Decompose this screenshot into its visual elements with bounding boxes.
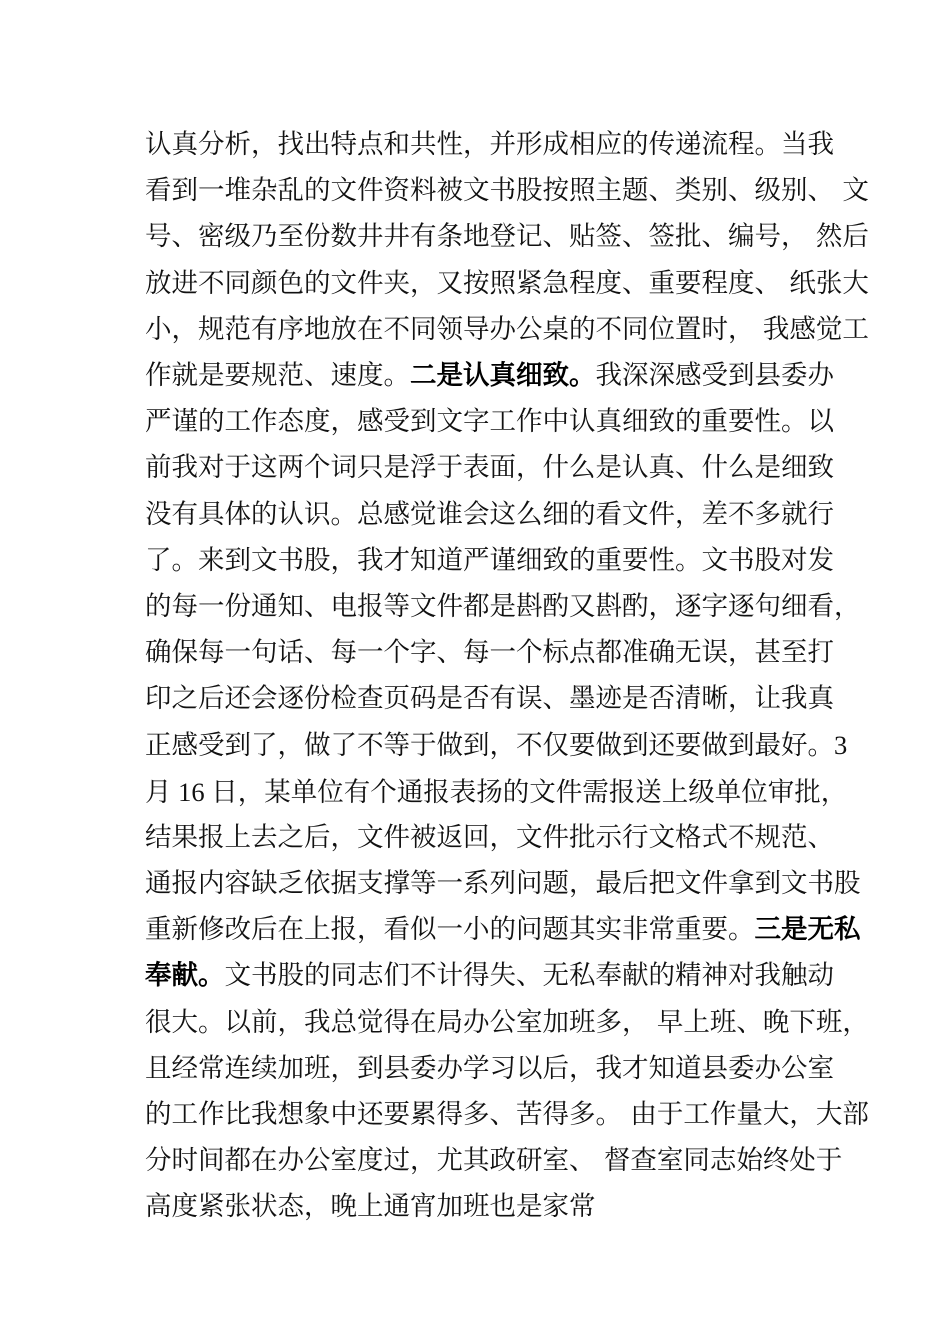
text-run: 我深深感受到县委办: [595, 359, 834, 391]
text-line: [145, 399, 834, 445]
text-run: 16: [171, 776, 212, 807]
text-run: 确保每一句话、每一个字、每一个标点都准确无误，甚至打: [145, 637, 834, 669]
text-run: 小，规范有序地放在不同领导办公桌的不同位置时， 我感觉工: [145, 313, 869, 345]
text-line: [145, 168, 869, 214]
text-run: 看到一堆杂乱的文件资料被文书股按照主题、类别、级别、 文: [145, 175, 869, 207]
text-run: 严谨的工作态度，感受到文字工作中认真细致的重要性。以: [145, 406, 834, 438]
text-line: [145, 1092, 869, 1138]
text-run: 文书股的同志们不计得失、无私奉献的精神对我触动: [224, 960, 834, 992]
text-line: [145, 1184, 825, 1230]
text-line: [145, 307, 869, 353]
text-line: [145, 445, 834, 491]
text-line: [145, 1046, 834, 1092]
bold-heading-text: 奉献。: [145, 960, 225, 992]
text-line: [145, 538, 834, 584]
text-run: 分时间都在办公室度过，尤其政研室、 督查室同志始终处于: [145, 1145, 843, 1177]
text-run: 前我对于这两个词只是浮于表面，什么是认真、什么是细致: [145, 452, 834, 484]
text-run: 号、密级乃至份数井井有条地登记、贴签、签批、编号， 然后: [145, 221, 869, 253]
text-line: [145, 769, 848, 815]
text-run: 高度紧张状态，晚上通宵加班也是家常: [145, 1191, 596, 1223]
text-line: [145, 722, 848, 768]
text-line: [145, 492, 834, 538]
text-run: 月: [145, 776, 172, 808]
text-run: 作就是要规范、速度。: [145, 359, 410, 391]
text-line: [145, 1138, 843, 1184]
text-run: 日，某单位有个通报表扬的文件需报送上级单位审批，: [211, 776, 848, 808]
text-run: 3: [834, 730, 848, 761]
text-line: [145, 861, 861, 907]
text-line: [145, 815, 834, 861]
bold-heading-text: 三是无私: [754, 914, 861, 946]
text-line: [145, 907, 861, 953]
text-run: 认真分析，找出特点和共性，并形成相应的传递流程。当我: [145, 129, 834, 160]
text-run: 的每一份通知、电报等文件都是斟酌又斟酌，逐字逐句细看，: [145, 590, 861, 622]
body-text: [145, 122, 869, 1231]
text-line: [145, 122, 834, 168]
text-line: [145, 214, 869, 260]
text-run: 了。来到文书股，我才知道严谨细致的重要性。文书股对发: [145, 544, 834, 576]
text-run: 印之后还会逐份检查页码是否有误、墨迹是否清晰，让我真: [145, 683, 834, 715]
text-line: [145, 676, 834, 722]
text-line: [145, 1000, 869, 1046]
text-line: [145, 630, 834, 676]
text-line: [145, 953, 834, 999]
bold-heading-text: 二是认真细致。: [410, 359, 596, 391]
text-run: 的工作比我想象中还要累得多、苦得多。 由于工作量大，大部: [145, 1098, 869, 1130]
text-run: 结果报上去之后，文件被返回，文件批示行文格式不规范、: [145, 821, 834, 853]
text-line: [145, 353, 834, 399]
text-run: 很大。以前，我总觉得在局办公室加班多， 早上班、晚下班，: [145, 1006, 869, 1038]
text-run: 重新修改后在上报，看似一小的问题其实非常重要。: [145, 914, 755, 946]
text-line: [145, 261, 869, 307]
text-run: 没有具体的认识。总感觉谁会这么细的看文件，差不多就行: [145, 498, 834, 530]
text-run: 且经常连续加班，到县委办学习以后，我才知道县委办公室: [145, 1052, 834, 1084]
text-run: 放进不同颜色的文件夹，又按照紧急程度、重要程度、 纸张大: [145, 267, 869, 299]
text-run: 通报内容缺乏依据支撑等一系列问题，最后把文件拿到文书股: [145, 868, 861, 899]
text-line: [145, 584, 861, 630]
text-run: 正感受到了，做了不等于做到，不仅要做到还要做到最好。: [145, 730, 834, 762]
